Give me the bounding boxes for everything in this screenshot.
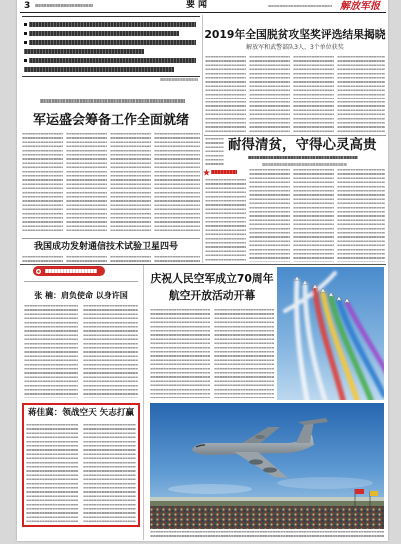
body-text-column — [249, 101, 290, 134]
body-text-column — [205, 179, 246, 262]
column-tag-text — [211, 170, 237, 174]
body-text-column — [293, 169, 334, 262]
bullet-square-icon — [24, 23, 27, 26]
body-text-column — [83, 305, 138, 398]
star-icon — [203, 169, 210, 176]
aerobatic-photo — [277, 267, 384, 400]
body-text-column — [205, 101, 246, 134]
body-text-column — [66, 133, 107, 234]
brief-item-text[interactable] — [24, 67, 174, 72]
column-divider — [143, 265, 144, 540]
military-games-kicker-text — [40, 99, 185, 103]
body-text-column — [26, 424, 78, 523]
body-text-column — [154, 133, 200, 234]
moral-model-subtitle-text — [248, 156, 358, 160]
header-info-text — [35, 4, 93, 7]
headline-airshow-line2[interactable]: 航空开放活动开幕 — [168, 288, 256, 302]
transport-aircraft-photo — [150, 403, 384, 529]
photo-caption-text — [150, 531, 384, 537]
badge-underline — [24, 281, 138, 282]
brief-source-text — [160, 78, 198, 81]
header-rule — [20, 12, 386, 13]
body-text-column — [293, 101, 334, 134]
aircraft-engine — [263, 467, 277, 472]
body-text-column — [214, 309, 274, 398]
brief-item-text[interactable] — [29, 31, 179, 36]
brief-item-text[interactable] — [29, 22, 196, 27]
body-text-column — [337, 56, 385, 99]
section-divider — [22, 238, 200, 239]
masthead-logo: 解放军报 — [340, 0, 380, 12]
headline-moral-model[interactable]: 耐得清贫，守得心灵高贵 — [228, 136, 377, 153]
section-divider — [204, 135, 386, 136]
section-title: 要闻 — [186, 0, 211, 10]
headline-jiang-jiaji[interactable]: 蒋佳冀：领战空天 矢志打赢 — [27, 408, 135, 418]
body-text-column — [205, 138, 224, 165]
headline-military-games[interactable]: 军运盛会筹备工作全面就绪 — [32, 112, 189, 128]
body-text-column — [249, 169, 290, 262]
column-divider — [202, 15, 203, 263]
bullet-square-icon — [24, 32, 27, 35]
bullet-square-icon — [24, 41, 27, 44]
body-text-column — [249, 56, 290, 99]
brief-item-text[interactable] — [29, 58, 196, 63]
brief-item-text[interactable] — [24, 49, 144, 54]
body-text-column — [154, 256, 200, 263]
flag — [370, 491, 378, 496]
body-text-column — [293, 56, 334, 99]
body-text-column — [66, 256, 107, 263]
cloud — [168, 484, 252, 494]
column-badge-text — [45, 269, 97, 273]
body-text-column — [22, 256, 63, 263]
aircraft-engine — [255, 435, 265, 439]
body-text-column — [110, 256, 151, 263]
headline-airshow-line1[interactable]: 庆祝人民空军成立70周年 — [150, 271, 274, 285]
headline-zhang-nan[interactable]: 张 楠：肩负使命 以身许国 — [34, 291, 128, 300]
star-shape — [203, 169, 210, 176]
body-text-column — [83, 424, 136, 523]
page-number: 3 — [24, 0, 31, 11]
header-date-text — [268, 5, 332, 8]
headline-satellite[interactable]: 我国成功发射通信技术试验卫星四号 — [34, 241, 179, 252]
body-text-column — [110, 133, 151, 234]
body-text-column — [337, 101, 385, 134]
moral-model-byline-text — [262, 163, 347, 166]
cloud — [277, 477, 373, 489]
flag — [355, 489, 364, 494]
headline-poverty-award[interactable]: 2019年全国脱贫攻坚奖评选结果揭晓 — [204, 28, 386, 41]
section-rule — [20, 264, 386, 265]
body-text-column — [150, 309, 210, 398]
body-text-column — [337, 169, 385, 262]
circle-icon — [36, 269, 41, 274]
body-text-column — [24, 305, 78, 398]
subhead-poverty-award: 解放军和武警部队3人、3个单位获奖 — [246, 44, 344, 51]
aircraft-engine — [249, 459, 263, 464]
body-text-column — [205, 56, 246, 99]
brief-item-text[interactable] — [29, 40, 196, 45]
sky — [277, 267, 384, 400]
bullet-square-icon — [24, 59, 27, 62]
crowd — [150, 506, 384, 529]
body-text-column — [22, 133, 63, 234]
